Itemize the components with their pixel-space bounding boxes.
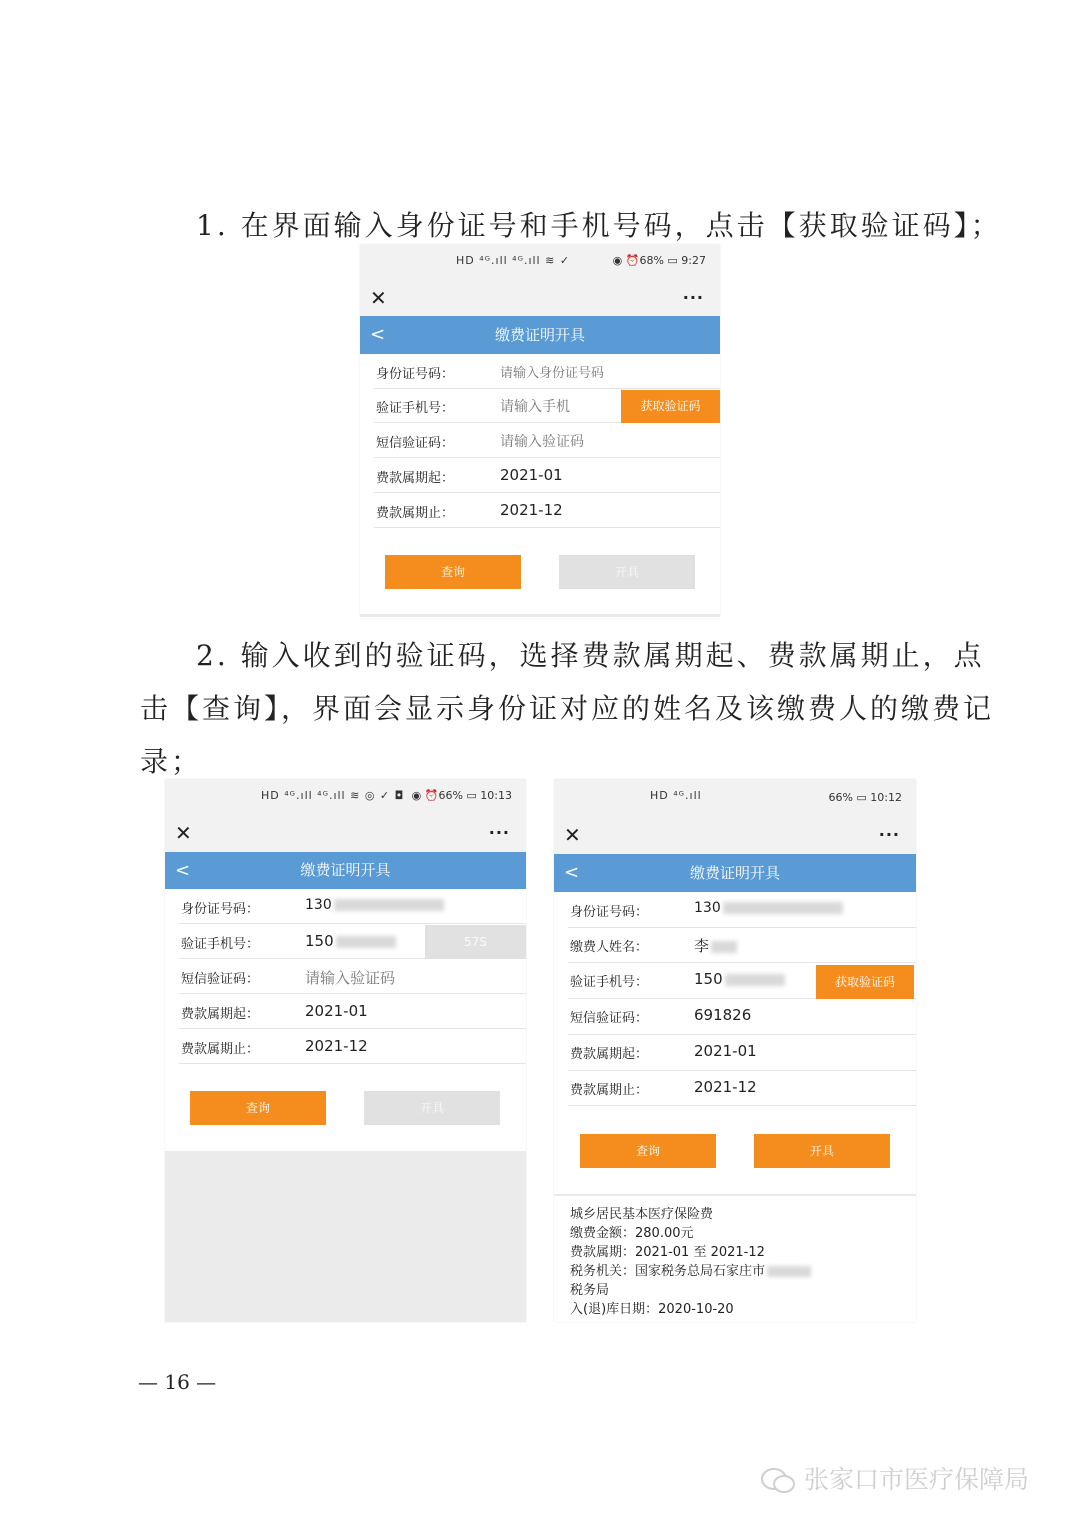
status-icons-right: ◉ ⏰68% ▭ 9:27 xyxy=(612,254,706,267)
app-top-bar xyxy=(165,819,526,852)
form-row-id xyxy=(374,354,720,389)
page-header xyxy=(360,316,720,354)
record-date: 入(退)库日期：2020-10-20 xyxy=(570,1302,734,1317)
issue-button[interactable]: 开具 xyxy=(754,1134,890,1168)
more-icon[interactable]: ··· xyxy=(682,288,704,307)
redacted-name xyxy=(711,941,737,953)
field-label: 身份证号码： xyxy=(181,902,260,917)
divider xyxy=(360,614,720,617)
form-row-id xyxy=(179,889,526,924)
watermark xyxy=(760,1460,1029,1496)
id-number-prefix: 130 xyxy=(694,900,721,916)
form-row-end xyxy=(179,1029,526,1064)
page-header xyxy=(554,854,916,892)
query-button[interactable]: 查询 xyxy=(580,1134,716,1168)
field-label: 费款属期起： xyxy=(570,1047,649,1062)
instruction-step-2-line-2: 击【查询】，界面会显示身份证对应的姓名及该缴费人的缴费记 xyxy=(140,692,995,725)
form-row-start xyxy=(179,994,526,1029)
redacted-district xyxy=(767,1266,811,1277)
get-code-button[interactable]: 获取验证码 xyxy=(621,390,720,423)
page-title: 缴费证明开具 xyxy=(494,326,585,344)
instruction-step-2-line-1: 2. 输入收到的验证码，选择费款属期起、费款属期止，点 xyxy=(196,639,985,672)
record-tax-office-text: 税务机关：国家税务总局石家庄市 xyxy=(570,1264,766,1279)
more-icon[interactable]: ··· xyxy=(878,825,900,844)
record-tax-office-cont: 税务局 xyxy=(570,1283,610,1298)
payer-name-prefix: 李 xyxy=(694,937,710,955)
redacted-id xyxy=(723,902,843,914)
phone-screenshot-3 xyxy=(554,779,916,1322)
back-icon[interactable]: < xyxy=(564,862,580,883)
period-start-select[interactable]: 2021-01 xyxy=(694,1042,757,1060)
status-icons-left: HD ⁴ᴳ.ıll ⁴ᴳ.ıll ≋ ◎ ✓ ◘ xyxy=(261,789,405,802)
period-start-select[interactable]: 2021-01 xyxy=(500,466,563,484)
phone-input[interactable] xyxy=(305,932,396,950)
field-label: 短信验证码： xyxy=(376,436,455,451)
field-label: 验证手机号： xyxy=(570,975,649,990)
status-icons-right: 66% ▭ 10:12 xyxy=(828,791,902,804)
form-row-id xyxy=(568,892,916,928)
status-bar xyxy=(165,779,526,823)
status-icons-right: ◉ ⏰66% ▭ 10:13 xyxy=(411,789,512,802)
app-top-bar xyxy=(554,821,916,854)
close-icon[interactable]: ✕ xyxy=(370,286,387,310)
redacted-phone xyxy=(725,974,785,986)
field-label: 短信验证码： xyxy=(181,972,260,987)
divider xyxy=(554,1194,916,1196)
id-number-input[interactable] xyxy=(305,897,444,913)
record-tax-office xyxy=(570,1262,811,1281)
record-period: 费款属期：2021-01 至 2021-12 xyxy=(570,1245,765,1260)
sms-code-input[interactable]: 请输入验证码 xyxy=(305,969,396,987)
field-label: 费款属期止： xyxy=(570,1083,649,1098)
form-row-start xyxy=(568,1034,916,1071)
record-item-type: 城乡居民基本医疗保险费 xyxy=(570,1207,714,1222)
more-icon[interactable]: ··· xyxy=(488,823,510,842)
field-label: 费款属期起： xyxy=(376,471,455,486)
watermark-text: 张家口市医疗保障局 xyxy=(803,1465,1029,1494)
issue-button[interactable]: 开具 xyxy=(559,555,695,589)
get-code-button[interactable]: 获取验证码 xyxy=(816,965,914,999)
issue-button[interactable]: 开具 xyxy=(364,1091,500,1125)
form-row-end xyxy=(374,493,720,528)
form-row-end xyxy=(568,1070,916,1106)
period-end-select[interactable]: 2021-12 xyxy=(500,501,563,519)
phone-input[interactable]: 请输入手机 xyxy=(500,399,570,415)
back-icon[interactable]: < xyxy=(175,860,191,881)
countdown-button: 57S xyxy=(425,925,526,959)
back-icon[interactable]: < xyxy=(370,324,386,345)
form-row-name xyxy=(568,927,916,963)
field-label: 身份证号码： xyxy=(376,367,455,382)
payer-name xyxy=(694,935,737,956)
payment-record xyxy=(570,1205,811,1319)
wechat-icon xyxy=(760,1467,796,1495)
period-end-select[interactable]: 2021-12 xyxy=(694,1078,757,1096)
form-row-sms xyxy=(568,998,916,1035)
field-label: 缴费人姓名： xyxy=(570,940,649,955)
field-label: 身份证号码： xyxy=(570,905,649,920)
close-icon[interactable]: ✕ xyxy=(175,821,192,845)
query-button[interactable]: 查询 xyxy=(190,1091,326,1125)
close-icon[interactable]: ✕ xyxy=(564,823,581,847)
page-number: — 16 — xyxy=(138,1370,217,1394)
status-icons-left: HD ⁴ᴳ.ıll xyxy=(650,789,702,802)
app-top-bar xyxy=(360,284,720,316)
id-number-input[interactable]: 请输入身份证号码 xyxy=(500,366,605,381)
form-row-sms xyxy=(179,959,526,994)
field-label: 短信验证码： xyxy=(570,1011,649,1026)
status-bar xyxy=(360,244,720,288)
status-bar xyxy=(554,779,916,825)
field-label: 验证手机号： xyxy=(376,401,455,416)
period-end-select[interactable]: 2021-12 xyxy=(305,1037,368,1055)
field-label: 费款属期止： xyxy=(181,1042,260,1057)
form-row-sms xyxy=(374,423,720,458)
phone-input[interactable] xyxy=(694,970,785,988)
status-icons-left: HD ⁴ᴳ.ıll ⁴ᴳ.ıll ≋ ✓ xyxy=(456,254,571,267)
phone-screenshot-2 xyxy=(165,779,526,1322)
field-label: 费款属期止： xyxy=(376,506,455,521)
id-number-input[interactable] xyxy=(694,900,843,916)
phone-prefix: 150 xyxy=(694,970,723,988)
id-number-prefix: 130 xyxy=(305,897,332,913)
form-row-start xyxy=(374,458,720,493)
period-start-select[interactable]: 2021-01 xyxy=(305,1002,368,1020)
record-amount: 缴费金额：280.00元 xyxy=(570,1226,694,1241)
instruction-step-1: 1. 在界面输入身份证号和手机号码，点击【获取验证码】； xyxy=(196,209,1002,242)
phone-prefix: 150 xyxy=(305,932,334,950)
sms-code-input[interactable]: 691826 xyxy=(694,1006,752,1024)
page-header xyxy=(165,852,526,889)
redacted-phone xyxy=(336,936,396,948)
field-label: 验证手机号： xyxy=(181,937,260,952)
query-button[interactable]: 查询 xyxy=(385,555,521,589)
instruction-step-2-line-3: 录； xyxy=(140,745,203,778)
page-title: 缴费证明开具 xyxy=(300,861,391,879)
page-title: 缴费证明开具 xyxy=(689,864,780,882)
redacted-id xyxy=(334,899,444,911)
field-label: 费款属期起： xyxy=(181,1007,260,1022)
sms-code-input[interactable]: 请输入验证码 xyxy=(500,434,584,450)
phone-screenshot-1 xyxy=(360,244,720,618)
empty-results-area xyxy=(165,1151,526,1322)
